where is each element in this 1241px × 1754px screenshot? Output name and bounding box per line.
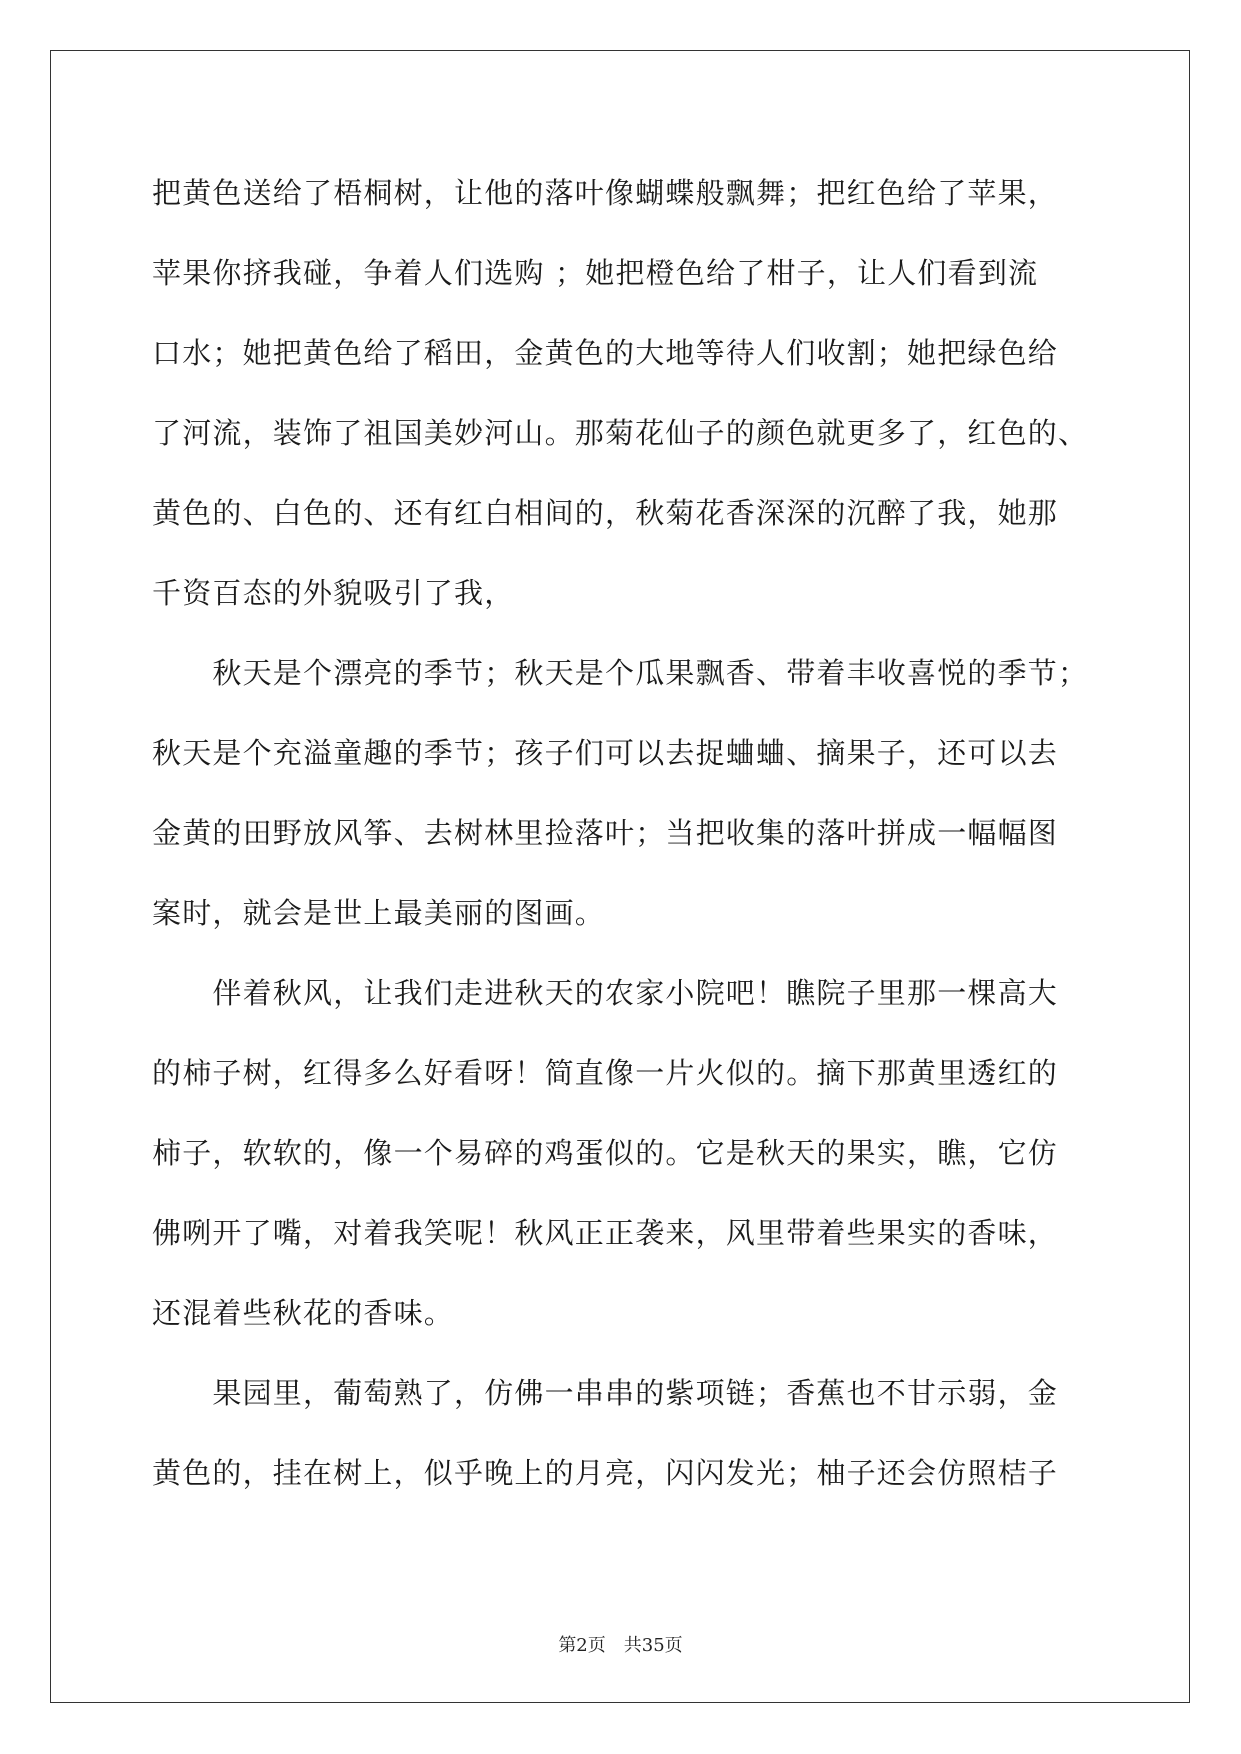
- text-line: 黄色的，挂在树上，似乎晚上的月亮，闪闪发光；柚子还会仿照桔子: [152, 1456, 1059, 1490]
- text-line: 秋天是个充溢童趣的季节；孩子们可以去捉蛐蛐、摘果子，还可以去: [152, 736, 1059, 770]
- text-line: 秋天是个漂亮的季节；秋天是个瓜果飘香、带着丰收喜悦的季节；: [152, 656, 1089, 690]
- text-line: 案时，就会是世上最美丽的图画。: [152, 896, 606, 930]
- text-line: 果园里，葡萄熟了，仿佛一串串的紫项链；香蕉也不甘示弱，金: [152, 1376, 1059, 1410]
- text-line: 口水；她把黄色给了稻田，金黄色的大地等待人们收割；她把绿色给: [152, 336, 1059, 370]
- text-line: 苹果你挤我碰，争着人们选购 ；她把橙色给了柑子，让人们看到流: [152, 256, 1039, 290]
- text-line: 还混着些秋花的香味。: [152, 1296, 455, 1330]
- text-line: 佛咧开了嘴，对着我笑呢！秋风正正袭来，风里带着些果实的香味，: [152, 1216, 1059, 1250]
- text-line: 的柿子树，红得多么好看呀！简直像一片火似的。摘下那黄里透红的: [152, 1056, 1059, 1090]
- text-line: 把黄色送给了梧桐树，让他的落叶像蝴蝶般飘舞；把红色给了苹果，: [152, 176, 1059, 210]
- text-line: 柿子，软软的，像一个易碎的鸡蛋似的。它是秋天的果实，瞧，它仿: [152, 1136, 1059, 1170]
- page-number-footer: 第2页 共35页: [558, 1635, 683, 1656]
- text-line: 金黄的田野放风筝、去树林里捡落叶；当把收集的落叶拼成一幅幅图: [152, 816, 1059, 850]
- text-line: 黄色的、白色的、还有红白相间的，秋菊花香深深的沉醉了我，她那: [152, 496, 1059, 530]
- text-line: 千资百态的外貌吸引了我，: [152, 576, 515, 610]
- text-line: 伴着秋风，让我们走进秋天的农家小院吧！瞧院子里那一棵高大: [152, 976, 1059, 1010]
- text-line: 了河流，装饰了祖国美妙河山。那菊花仙子的颜色就更多了，红色的、: [152, 416, 1089, 450]
